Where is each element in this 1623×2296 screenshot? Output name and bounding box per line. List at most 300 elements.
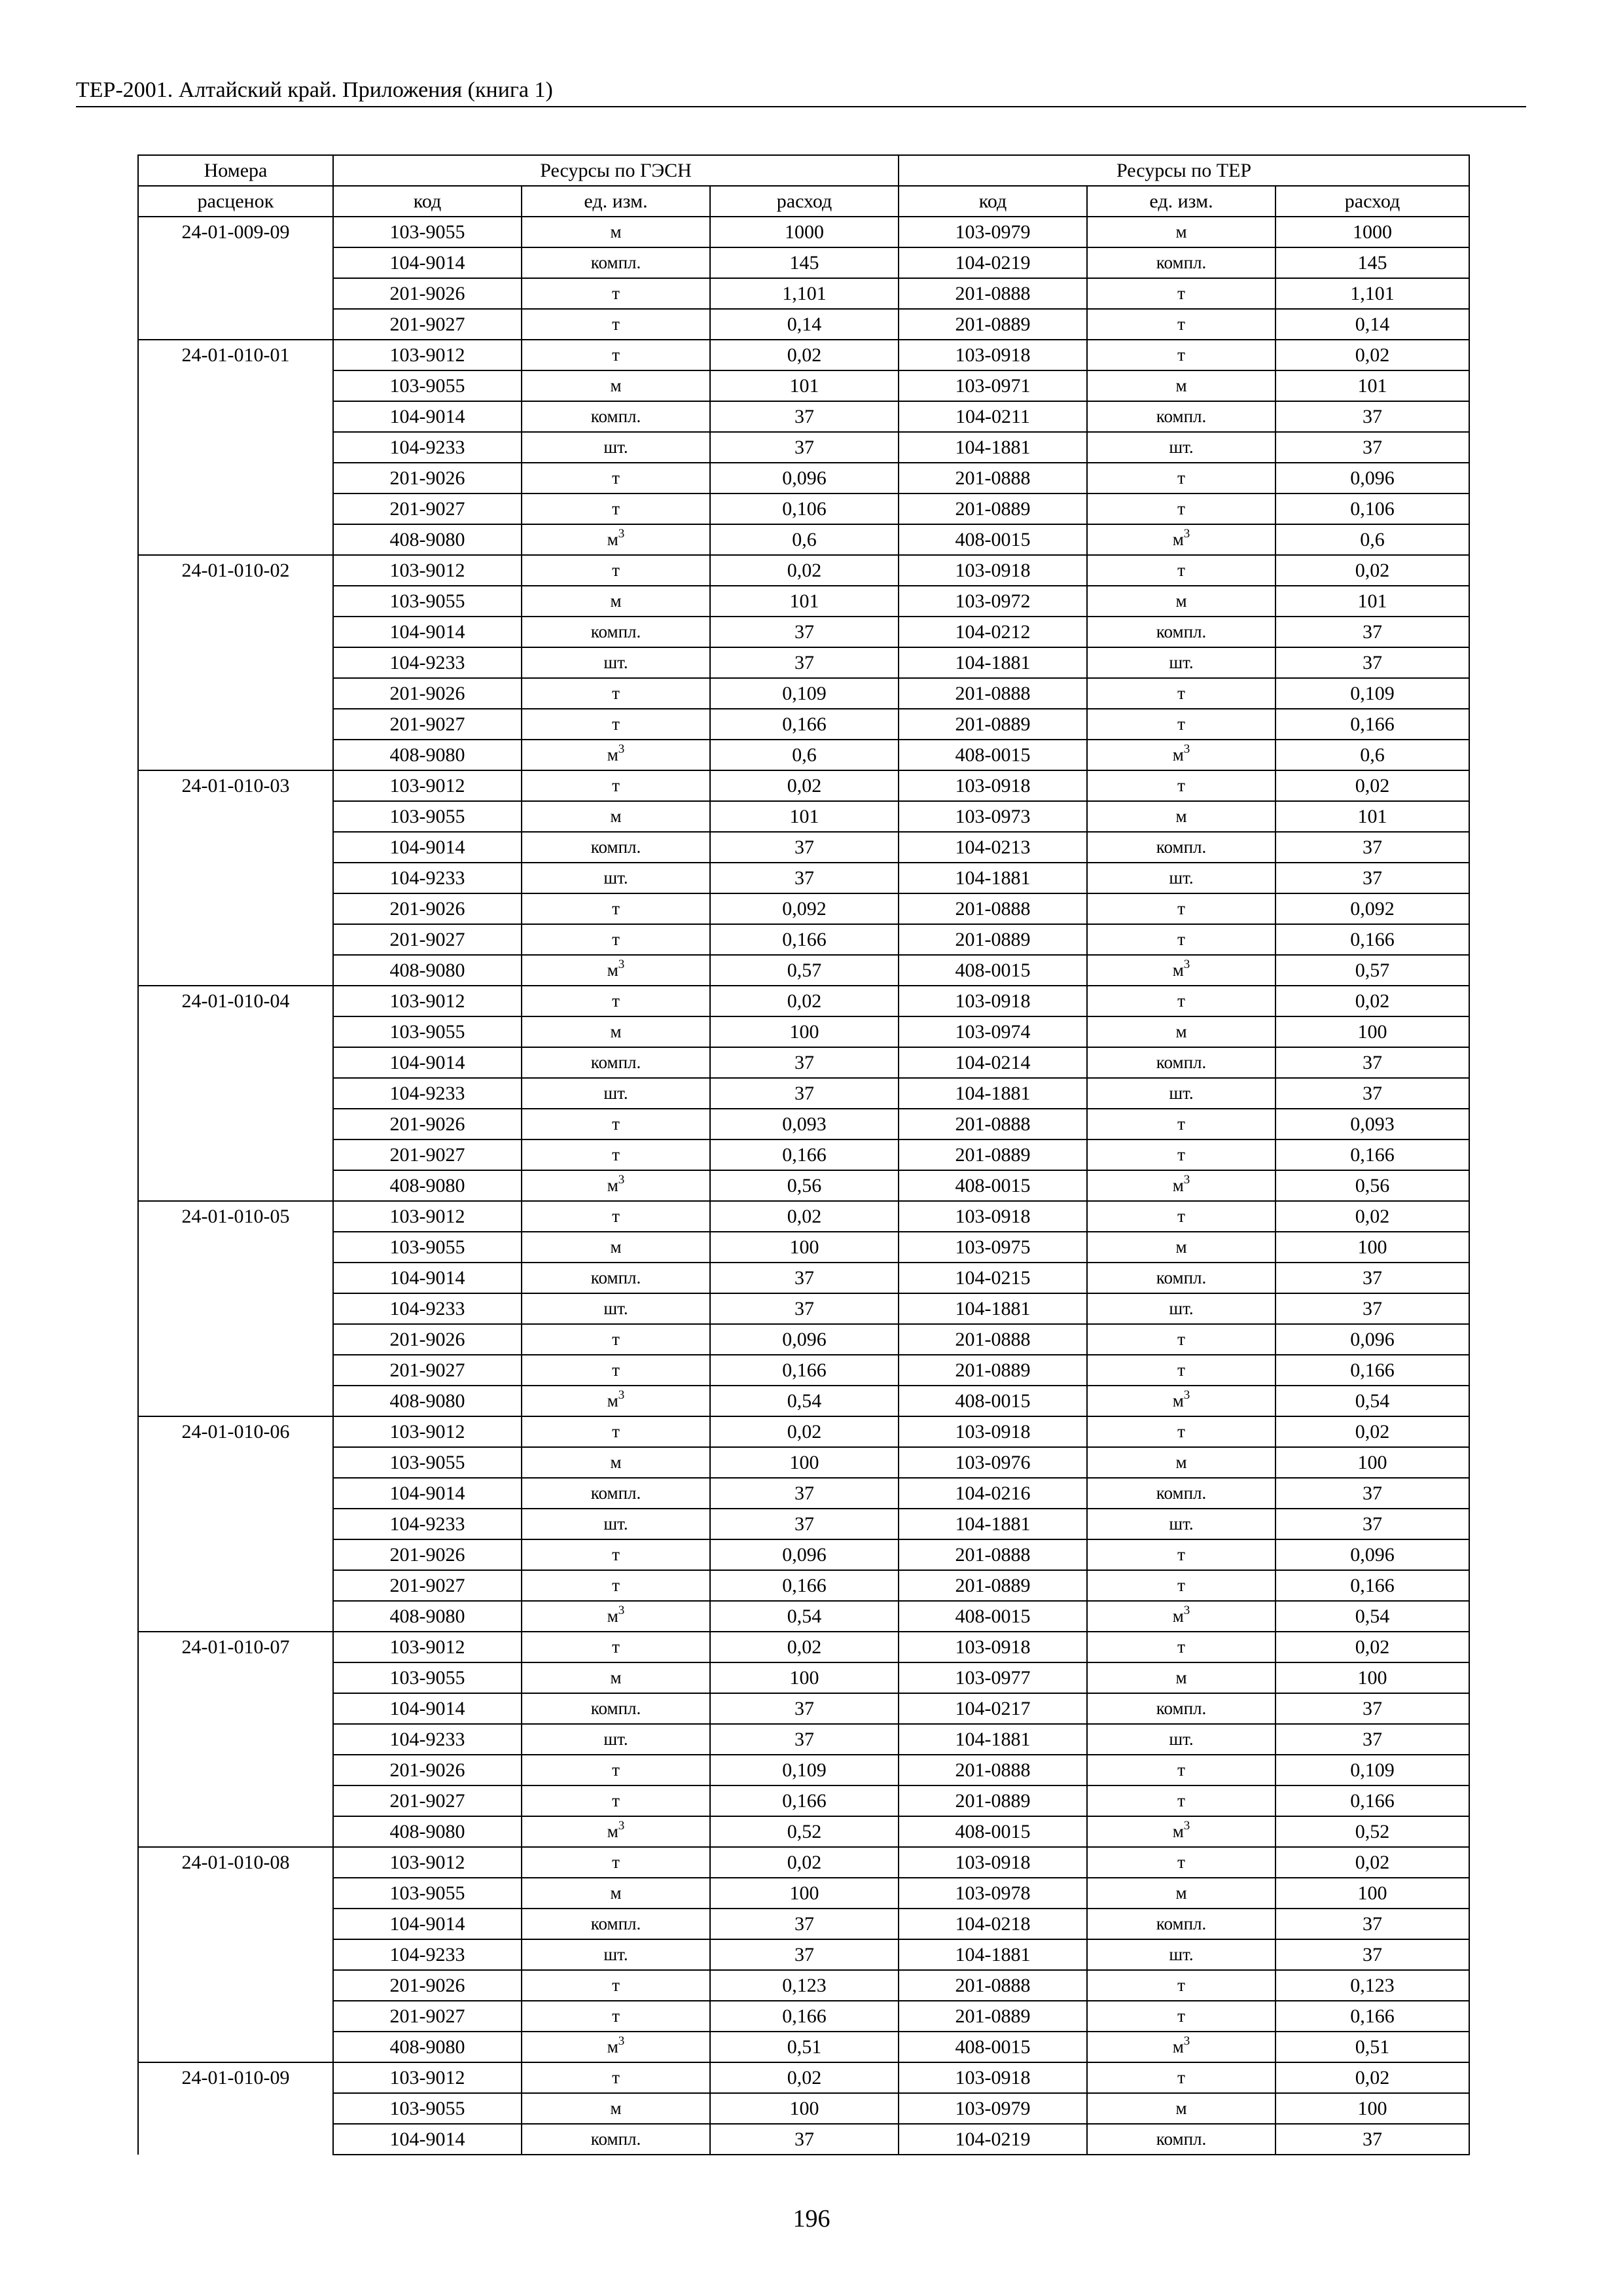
table-row (138, 955, 1469, 986)
ter-unit-cell: т (1087, 1539, 1275, 1570)
ter-code-cell: 103-0918 (899, 986, 1087, 1016)
ter-consumption-cell: 0,123 (1275, 1970, 1469, 2001)
table-row (138, 555, 1469, 586)
ter-unit-cell: $м^3$ (1087, 955, 1275, 986)
ter-code-cell: 408-0015 (899, 1816, 1087, 1847)
ter-unit-cell: компл. (1087, 1263, 1275, 1293)
ter-code-cell: 104-1881 (899, 863, 1087, 893)
table-row (138, 1909, 1469, 1939)
gesn-unit-cell: т (522, 1324, 710, 1355)
ter-consumption-cell: 100 (1275, 2093, 1469, 2124)
gesn-consumption-cell: 37 (710, 2124, 899, 2155)
table-row (138, 1109, 1469, 1139)
ter-code-cell: 201-0889 (899, 1570, 1087, 1601)
gesn-consumption-cell: 0,166 (710, 1570, 899, 1601)
ter-unit-cell: т (1087, 1324, 1275, 1355)
gesn-unit-cell: м (522, 2093, 710, 2124)
ter-unit-cell: шт. (1087, 1509, 1275, 1539)
ter-unit-cell: т (1087, 1755, 1275, 1785)
gesn-unit-cell: шт. (522, 863, 710, 893)
gesn-unit-cell: т (522, 1416, 710, 1447)
table-row (138, 1755, 1469, 1785)
ter-code-cell: 201-0888 (899, 278, 1087, 309)
gesn-consumption-cell: 37 (710, 1078, 899, 1109)
gesn-unit-cell: т (522, 1201, 710, 1232)
gesn-unit-cell: м (522, 1016, 710, 1047)
gesn-unit-cell: т (522, 770, 710, 801)
gesn-unit-cell: $м^3$ (522, 2032, 710, 2062)
table-row (138, 1970, 1469, 2001)
ter-consumption-cell: 37 (1275, 832, 1469, 863)
gesn-code-cell: 408-9080 (333, 1816, 522, 1847)
ter-unit-cell: шт. (1087, 1724, 1275, 1755)
rate-number-cell: 24-01-010-08 (138, 1847, 333, 2062)
ter-unit-cell: т (1087, 986, 1275, 1016)
gesn-consumption-cell: 37 (710, 617, 899, 647)
header-ter-resources: Ресурсы по ТЕР (899, 155, 1469, 186)
gesn-code-cell: 104-9014 (333, 1263, 522, 1293)
header-row-2 (138, 186, 1469, 217)
gesn-consumption-cell: 37 (710, 1047, 899, 1078)
ter-consumption-cell: 37 (1275, 432, 1469, 463)
ter-consumption-cell: 37 (1275, 2124, 1469, 2155)
gesn-consumption-cell: 0,096 (710, 463, 899, 493)
ter-consumption-cell: 0,02 (1275, 340, 1469, 370)
ter-consumption-cell: 0,02 (1275, 1201, 1469, 1232)
gesn-unit-cell: т (522, 678, 710, 709)
gesn-consumption-cell: 0,123 (710, 1970, 899, 2001)
gesn-code-cell: 103-9055 (333, 801, 522, 832)
gesn-unit-cell: т (522, 986, 710, 1016)
gesn-code-cell: 201-9026 (333, 678, 522, 709)
ter-unit-cell: м (1087, 1016, 1275, 1047)
ter-unit-cell: м (1087, 1447, 1275, 1478)
gesn-unit-cell: м (522, 586, 710, 617)
gesn-consumption-cell: 37 (710, 863, 899, 893)
gesn-unit-cell: т (522, 278, 710, 309)
gesn-unit-cell: компл. (522, 1047, 710, 1078)
ter-code-cell: 103-0974 (899, 1016, 1087, 1047)
table-row (138, 801, 1469, 832)
ter-code-cell: 103-0973 (899, 801, 1087, 832)
table-row (138, 2124, 1469, 2155)
ter-unit-cell: компл. (1087, 617, 1275, 647)
rate-number-cell: 24-01-010-04 (138, 986, 333, 1201)
gesn-unit-cell: шт. (522, 1293, 710, 1324)
ter-consumption-cell: 0,096 (1275, 1539, 1469, 1570)
gesn-consumption-cell: 37 (710, 1693, 899, 1724)
ter-consumption-cell: 0,109 (1275, 1755, 1469, 1785)
gesn-code-cell: 201-9026 (333, 1539, 522, 1570)
gesn-code-cell: 104-9014 (333, 1478, 522, 1509)
ter-consumption-cell: 0,54 (1275, 1386, 1469, 1416)
table-row (138, 401, 1469, 432)
gesn-consumption-cell: 0,02 (710, 340, 899, 370)
ter-code-cell: 201-0889 (899, 709, 1087, 740)
ter-code-cell: 408-0015 (899, 2032, 1087, 2062)
ter-code-cell: 104-0215 (899, 1263, 1087, 1293)
gesn-consumption-cell: 1,101 (710, 278, 899, 309)
table-row (138, 1878, 1469, 1909)
ter-consumption-cell: 0,02 (1275, 555, 1469, 586)
ter-consumption-cell: 101 (1275, 586, 1469, 617)
gesn-consumption-cell: 0,092 (710, 893, 899, 924)
table-row (138, 1324, 1469, 1355)
gesn-unit-cell: м (522, 1878, 710, 1909)
ter-code-cell: 104-1881 (899, 1078, 1087, 1109)
table-row (138, 1263, 1469, 1293)
gesn-consumption-cell: 0,109 (710, 1755, 899, 1785)
gesn-consumption-cell: 1000 (710, 217, 899, 247)
ter-unit-cell: т (1087, 1570, 1275, 1601)
rate-number-cell: 24-01-010-07 (138, 1632, 333, 1847)
table-row (138, 832, 1469, 863)
resources-table-container (137, 154, 1469, 2155)
ter-code-cell: 103-0918 (899, 1416, 1087, 1447)
gesn-unit-cell: т (522, 1847, 710, 1878)
ter-consumption-cell: 0,02 (1275, 1416, 1469, 1447)
table-row (138, 2093, 1469, 2124)
table-row (138, 617, 1469, 647)
gesn-unit-cell: м (522, 801, 710, 832)
table-row (138, 1047, 1469, 1078)
ter-unit-cell: м (1087, 586, 1275, 617)
ter-consumption-cell: 0,56 (1275, 1170, 1469, 1201)
gesn-code-cell: 103-9055 (333, 370, 522, 401)
header-rate-number-cont: расценок (138, 186, 333, 217)
gesn-unit-cell: т (522, 340, 710, 370)
ter-code-cell: 104-1881 (899, 432, 1087, 463)
gesn-code-cell: 408-9080 (333, 1170, 522, 1201)
header-gesn-code: код (333, 186, 522, 217)
gesn-consumption-cell: 0,02 (710, 1632, 899, 1662)
gesn-consumption-cell: 0,096 (710, 1539, 899, 1570)
gesn-consumption-cell: 101 (710, 370, 899, 401)
gesn-unit-cell: шт. (522, 1078, 710, 1109)
ter-unit-cell: компл. (1087, 2124, 1275, 2155)
ter-code-cell: 201-0889 (899, 1355, 1087, 1386)
header-ter-unit: ед. изм. (1087, 186, 1275, 217)
gesn-unit-cell: шт. (522, 1724, 710, 1755)
ter-code-cell: 201-0888 (899, 1970, 1087, 2001)
gesn-consumption-cell: 101 (710, 586, 899, 617)
gesn-code-cell: 201-9027 (333, 924, 522, 955)
table-row (138, 1232, 1469, 1263)
ter-unit-cell: т (1087, 1355, 1275, 1386)
ter-consumption-cell: 37 (1275, 1724, 1469, 1755)
table-body (138, 217, 1469, 2155)
table-row (138, 1816, 1469, 1847)
ter-code-cell: 408-0015 (899, 524, 1087, 555)
ter-code-cell: 103-0975 (899, 1232, 1087, 1263)
page-header (76, 73, 1526, 107)
table-row (138, 1724, 1469, 1755)
ter-code-cell: 103-0972 (899, 586, 1087, 617)
ter-unit-cell: м (1087, 217, 1275, 247)
gesn-consumption-cell: 0,54 (710, 1601, 899, 1632)
document-title: ТЕР-2001. Алтайский край. Приложения (книга 1) (76, 78, 553, 102)
gesn-consumption-cell: 0,02 (710, 770, 899, 801)
ter-code-cell: 104-1881 (899, 1724, 1087, 1755)
gesn-code-cell: 104-9233 (333, 1724, 522, 1755)
ter-consumption-cell: 37 (1275, 1693, 1469, 1724)
ter-unit-cell: $м^3$ (1087, 1170, 1275, 1201)
ter-consumption-cell: 100 (1275, 1447, 1469, 1478)
gesn-code-cell: 103-9012 (333, 1201, 522, 1232)
ter-code-cell: 103-0918 (899, 1632, 1087, 1662)
ter-consumption-cell: 0,096 (1275, 463, 1469, 493)
ter-code-cell: 408-0015 (899, 1170, 1087, 1201)
gesn-consumption-cell: 0,6 (710, 740, 899, 770)
ter-code-cell: 104-0211 (899, 401, 1087, 432)
gesn-unit-cell: т (522, 1570, 710, 1601)
gesn-unit-cell: компл. (522, 1263, 710, 1293)
table-row (138, 1078, 1469, 1109)
ter-unit-cell: м (1087, 1662, 1275, 1693)
table-row (138, 1785, 1469, 1816)
ter-consumption-cell: 0,166 (1275, 1355, 1469, 1386)
rate-number-cell: 24-01-010-05 (138, 1201, 333, 1416)
ter-consumption-cell: 0,093 (1275, 1109, 1469, 1139)
gesn-code-cell: 201-9027 (333, 709, 522, 740)
table-row (138, 1016, 1469, 1047)
header-ter-consumption: расход (1275, 186, 1469, 217)
gesn-consumption-cell: 100 (710, 1447, 899, 1478)
ter-code-cell: 104-1881 (899, 1939, 1087, 1970)
ter-consumption-cell: 0,106 (1275, 493, 1469, 524)
ter-unit-cell: компл. (1087, 1909, 1275, 1939)
ter-consumption-cell: 37 (1275, 1909, 1469, 1939)
gesn-code-cell: 104-9014 (333, 1693, 522, 1724)
ter-code-cell: 201-0889 (899, 924, 1087, 955)
gesn-unit-cell: т (522, 1109, 710, 1139)
table-row (138, 1539, 1469, 1570)
ter-consumption-cell: 0,166 (1275, 2001, 1469, 2032)
ter-code-cell: 104-0216 (899, 1478, 1087, 1509)
ter-code-cell: 103-0918 (899, 555, 1087, 586)
table-row (138, 863, 1469, 893)
ter-consumption-cell: 37 (1275, 401, 1469, 432)
ter-consumption-cell: 0,02 (1275, 770, 1469, 801)
gesn-unit-cell: м (522, 1662, 710, 1693)
ter-unit-cell: $м^3$ (1087, 524, 1275, 555)
gesn-unit-cell: т (522, 924, 710, 955)
ter-unit-cell: компл. (1087, 832, 1275, 863)
ter-unit-cell: т (1087, 1139, 1275, 1170)
gesn-consumption-cell: 37 (710, 1724, 899, 1755)
gesn-unit-cell: компл. (522, 401, 710, 432)
ter-code-cell: 201-0889 (899, 309, 1087, 340)
ter-code-cell: 201-0888 (899, 463, 1087, 493)
gesn-unit-cell: шт. (522, 1939, 710, 1970)
ter-unit-cell: шт. (1087, 432, 1275, 463)
page-number: 196 (793, 2205, 830, 2233)
ter-code-cell: 103-0918 (899, 340, 1087, 370)
ter-code-cell: 104-1881 (899, 1509, 1087, 1539)
gesn-consumption-cell: 0,51 (710, 2032, 899, 2062)
table-row (138, 1416, 1469, 1447)
gesn-code-cell: 201-9027 (333, 2001, 522, 2032)
ter-unit-cell: компл. (1087, 247, 1275, 278)
ter-code-cell: 201-0888 (899, 1755, 1087, 1785)
table-row (138, 524, 1469, 555)
ter-consumption-cell: 100 (1275, 1878, 1469, 1909)
table-row (138, 1601, 1469, 1632)
gesn-consumption-cell: 0,56 (710, 1170, 899, 1201)
table-row (138, 1293, 1469, 1324)
gesn-unit-cell: компл. (522, 1909, 710, 1939)
gesn-consumption-cell: 0,54 (710, 1386, 899, 1416)
table-row (138, 709, 1469, 740)
gesn-consumption-cell: 37 (710, 1478, 899, 1509)
ter-unit-cell: т (1087, 1970, 1275, 2001)
gesn-code-cell: 201-9026 (333, 1755, 522, 1785)
gesn-consumption-cell: 37 (710, 1509, 899, 1539)
gesn-consumption-cell: 145 (710, 247, 899, 278)
gesn-code-cell: 103-9055 (333, 2093, 522, 2124)
table-row (138, 432, 1469, 463)
ter-consumption-cell: 100 (1275, 1232, 1469, 1263)
gesn-code-cell: 103-9012 (333, 1632, 522, 1662)
gesn-code-cell: 104-9233 (333, 1509, 522, 1539)
ter-consumption-cell: 0,02 (1275, 986, 1469, 1016)
ter-code-cell: 103-0979 (899, 2093, 1087, 2124)
rate-number-cell: 24-01-010-01 (138, 340, 333, 555)
ter-consumption-cell: 1,101 (1275, 278, 1469, 309)
ter-consumption-cell: 0,6 (1275, 524, 1469, 555)
ter-consumption-cell: 0,02 (1275, 1632, 1469, 1662)
gesn-code-cell: 201-9027 (333, 1355, 522, 1386)
gesn-code-cell: 103-9012 (333, 1847, 522, 1878)
resources-table (137, 154, 1470, 2155)
ter-unit-cell: м (1087, 370, 1275, 401)
ter-unit-cell: т (1087, 340, 1275, 370)
ter-consumption-cell: 0,54 (1275, 1601, 1469, 1632)
gesn-unit-cell: т (522, 555, 710, 586)
gesn-code-cell: 408-9080 (333, 1386, 522, 1416)
header-row-1 (138, 155, 1469, 186)
ter-consumption-cell: 37 (1275, 1293, 1469, 1324)
ter-consumption-cell: 37 (1275, 1263, 1469, 1293)
ter-consumption-cell: 0,166 (1275, 1570, 1469, 1601)
ter-unit-cell: т (1087, 278, 1275, 309)
ter-code-cell: 201-0889 (899, 1785, 1087, 1816)
table-row (138, 1509, 1469, 1539)
gesn-consumption-cell: 0,14 (710, 309, 899, 340)
ter-code-cell: 103-0918 (899, 770, 1087, 801)
gesn-consumption-cell: 0,106 (710, 493, 899, 524)
table-row (138, 463, 1469, 493)
table-row (138, 247, 1469, 278)
gesn-code-cell: 201-9027 (333, 309, 522, 340)
gesn-code-cell: 103-9055 (333, 1232, 522, 1263)
gesn-code-cell: 104-9014 (333, 617, 522, 647)
gesn-consumption-cell: 0,02 (710, 2062, 899, 2093)
gesn-consumption-cell: 0,096 (710, 1324, 899, 1355)
gesn-code-cell: 104-9014 (333, 247, 522, 278)
gesn-code-cell: 104-9014 (333, 832, 522, 863)
gesn-code-cell: 103-9012 (333, 340, 522, 370)
gesn-code-cell: 201-9027 (333, 1570, 522, 1601)
ter-consumption-cell: 37 (1275, 1047, 1469, 1078)
table-row (138, 1939, 1469, 1970)
gesn-consumption-cell: 37 (710, 432, 899, 463)
gesn-consumption-cell: 0,6 (710, 524, 899, 555)
ter-unit-cell: $м^3$ (1087, 1601, 1275, 1632)
ter-code-cell: 103-0918 (899, 1201, 1087, 1232)
header-gesn-consumption: расход (710, 186, 899, 217)
ter-code-cell: 201-0888 (899, 1109, 1087, 1139)
gesn-code-cell: 201-9026 (333, 278, 522, 309)
rate-number-cell: 24-01-009-09 (138, 217, 333, 340)
ter-code-cell: 408-0015 (899, 1601, 1087, 1632)
ter-unit-cell: шт. (1087, 863, 1275, 893)
table-row (138, 2032, 1469, 2062)
ter-code-cell: 104-0212 (899, 617, 1087, 647)
gesn-unit-cell: $м^3$ (522, 524, 710, 555)
gesn-unit-cell: т (522, 893, 710, 924)
ter-code-cell: 104-0213 (899, 832, 1087, 863)
table-row (138, 740, 1469, 770)
ter-code-cell: 104-0219 (899, 247, 1087, 278)
gesn-code-cell: 104-9233 (333, 1078, 522, 1109)
gesn-unit-cell: шт. (522, 647, 710, 678)
table-row (138, 893, 1469, 924)
ter-consumption-cell: 0,096 (1275, 1324, 1469, 1355)
ter-unit-cell: $м^3$ (1087, 740, 1275, 770)
gesn-unit-cell: т (522, 1785, 710, 1816)
ter-code-cell: 103-0978 (899, 1878, 1087, 1909)
ter-unit-cell: $м^3$ (1087, 1386, 1275, 1416)
table-row (138, 1693, 1469, 1724)
ter-unit-cell: компл. (1087, 1047, 1275, 1078)
gesn-consumption-cell: 100 (710, 1662, 899, 1693)
rate-number-cell: 24-01-010-02 (138, 555, 333, 770)
ter-unit-cell: т (1087, 1785, 1275, 1816)
header-gesn-resources: Ресурсы по ГЭСН (333, 155, 899, 186)
gesn-consumption-cell: 101 (710, 801, 899, 832)
gesn-code-cell: 104-9233 (333, 1293, 522, 1324)
ter-consumption-cell: 0,52 (1275, 1816, 1469, 1847)
ter-code-cell: 408-0015 (899, 740, 1087, 770)
gesn-code-cell: 104-9233 (333, 1939, 522, 1970)
gesn-code-cell: 103-9012 (333, 555, 522, 586)
ter-code-cell: 104-0219 (899, 2124, 1087, 2155)
gesn-unit-cell: т (522, 1539, 710, 1570)
gesn-unit-cell: т (522, 1755, 710, 1785)
table-row (138, 278, 1469, 309)
ter-consumption-cell: 145 (1275, 247, 1469, 278)
gesn-consumption-cell: 37 (710, 647, 899, 678)
ter-code-cell: 201-0889 (899, 1139, 1087, 1170)
ter-code-cell: 103-0976 (899, 1447, 1087, 1478)
table-row (138, 1478, 1469, 1509)
gesn-consumption-cell: 0,166 (710, 2001, 899, 2032)
gesn-consumption-cell: 0,166 (710, 1139, 899, 1170)
ter-unit-cell: т (1087, 770, 1275, 801)
table-row (138, 217, 1469, 247)
gesn-code-cell: 103-9055 (333, 586, 522, 617)
ter-code-cell: 104-0217 (899, 1693, 1087, 1724)
ter-consumption-cell: 0,57 (1275, 955, 1469, 986)
gesn-consumption-cell: 37 (710, 1293, 899, 1324)
ter-unit-cell: т (1087, 2062, 1275, 2093)
ter-code-cell: 104-0214 (899, 1047, 1087, 1078)
ter-unit-cell: т (1087, 1632, 1275, 1662)
ter-code-cell: 201-0888 (899, 1539, 1087, 1570)
ter-consumption-cell: 101 (1275, 801, 1469, 832)
rate-number-cell: 24-01-010-06 (138, 1416, 333, 1632)
